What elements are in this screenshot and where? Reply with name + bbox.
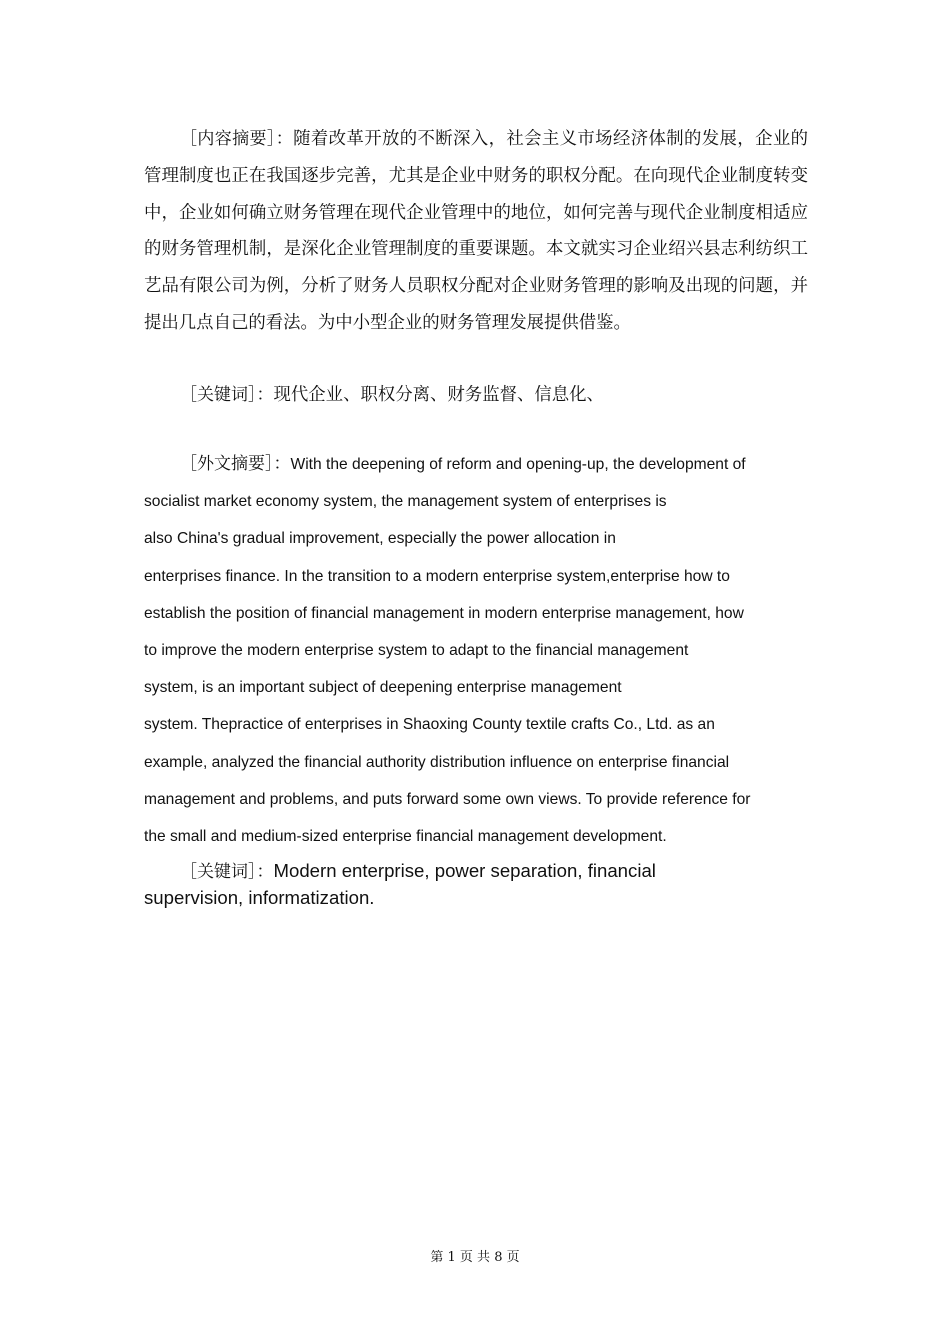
page-number-footer: 第 1 页 共 8 页: [430, 1250, 520, 1265]
english-abstract-line: socialist market economy system, the management system of enterprises is: [144, 493, 667, 511]
chinese-keywords-text: 现代企业、职权分离、财务监督、信息化、: [273, 385, 604, 405]
english-keywords: [144, 858, 809, 910]
english-abstract: [144, 446, 809, 855]
english-abstract-label: ［外文摘要］：: [180, 454, 291, 474]
chinese-abstract-label: ［内容摘要］：: [180, 129, 294, 149]
chinese-keywords: [180, 377, 604, 414]
english-abstract-line: the small and medium-sized enterprise financial management development.: [144, 828, 667, 846]
english-abstract-line-text: With the deepening of reform and opening-up, the development of: [290, 456, 746, 473]
chinese-keywords-label: ［关键词］：: [180, 385, 274, 405]
english-abstract-line: also China's gradual improvement, especially the power allocation in: [144, 530, 616, 548]
english-abstract-line: to improve the modern enterprise system to adapt to the financial management: [144, 642, 689, 660]
english-abstract-line: system, is an important subject of deepening enterprise management: [144, 679, 622, 697]
english-abstract-line: establish the position of financial management in modern enterprise management, how: [144, 604, 744, 622]
english-keywords-line: [144, 858, 809, 885]
english-abstract-line: example, analyzed the financial authority distribution influence on enterprise financial: [144, 753, 730, 771]
english-abstract-line: enterprises finance. In the transition to a modern enterprise system,enterprise how to: [144, 567, 730, 585]
chinese-abstract-text: 随着改革开放的不断深入，社会主义市场经济体制的发展，企业的管理制度也正在我国逐步完善，尤其是企业中财务的职权分配。在向现代企业制度转变中，企业如何确立财务管理在现代企业管理中的地位，如何完善与现代企业制度相适应的财务管理机制，是深化企业管理制度的重要课题。本文就实习企业绍兴县志利纺织工艺品有限公司为例，分析了财务人员职权分配对企业财务管理的影响及出现的问题，并提出几点自己的看法。为中小型企业的财务管理发展提供借鉴。: [144, 129, 808, 333]
chinese-abstract: [144, 121, 808, 342]
english-keywords-text-1: Modern enterprise, power separation, financial: [273, 860, 656, 881]
english-keywords-text-2: supervision, informatization.: [144, 887, 375, 908]
english-keywords-label: ［关键词］：: [180, 862, 274, 882]
english-abstract-line: system. Thepractice of enterprises in Shaoxing County textile crafts Co., Ltd. as an: [144, 716, 715, 734]
english-abstract-line: management and problems, and puts forward some own views. To provide reference for: [144, 790, 751, 808]
english-abstract-line: [144, 446, 809, 483]
